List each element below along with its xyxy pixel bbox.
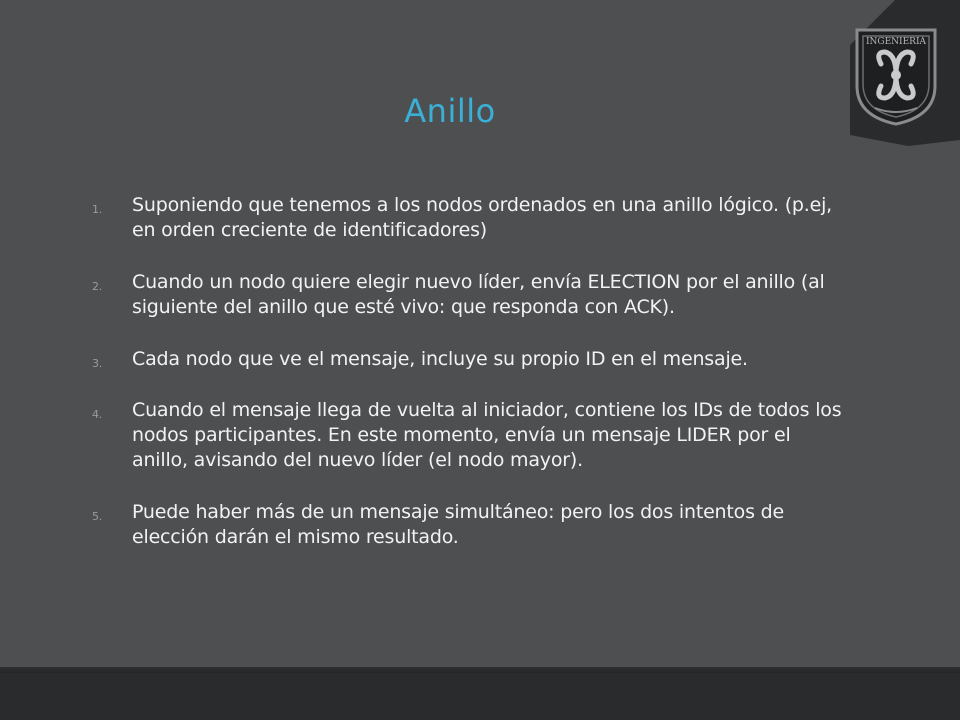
slide-title: Anillo xyxy=(404,92,496,130)
list-item-text: Cada nodo que ve el mensaje, incluye su propio ID en el mensaje. xyxy=(132,348,748,370)
logo-text: INGENIERIA xyxy=(865,37,927,47)
list-item xyxy=(92,270,852,320)
numbered-list xyxy=(92,193,852,550)
list-item-text: Cuando el mensaje llega de vuelta al iniciador, contiene los IDs de todos los nodos participantes. En este momento, envía un mensaje LIDER por el anillo, avisando del nuevo líder (el nodo mayor). xyxy=(132,399,842,471)
list-number: 3. xyxy=(92,357,103,370)
panel-bottom-edge xyxy=(0,667,960,673)
faculty-shield-logo xyxy=(853,24,939,128)
list-number: 2. xyxy=(92,280,103,293)
list-item xyxy=(92,398,852,473)
list-number: 1. xyxy=(92,203,103,216)
list-number: 5. xyxy=(92,510,103,523)
list-item-text: Cuando un nodo quiere elegir nuevo líder, envía ELECTION por el anillo (al siguiente del anillo que esté vivo: que responda con ACK). xyxy=(132,271,825,318)
list-number: 4. xyxy=(92,408,103,421)
list-item xyxy=(92,347,852,372)
list-item-text: Suponiendo que tenemos a los nodos ordenados en una anillo lógico. (p.ej, en orden creciente de identificadores) xyxy=(132,194,833,241)
list-item xyxy=(92,193,852,243)
list-item xyxy=(92,500,852,550)
list-item-text: Puede haber más de un mensaje simultáneo: pero los dos intentos de elección darán el mismo resultado. xyxy=(132,501,784,548)
